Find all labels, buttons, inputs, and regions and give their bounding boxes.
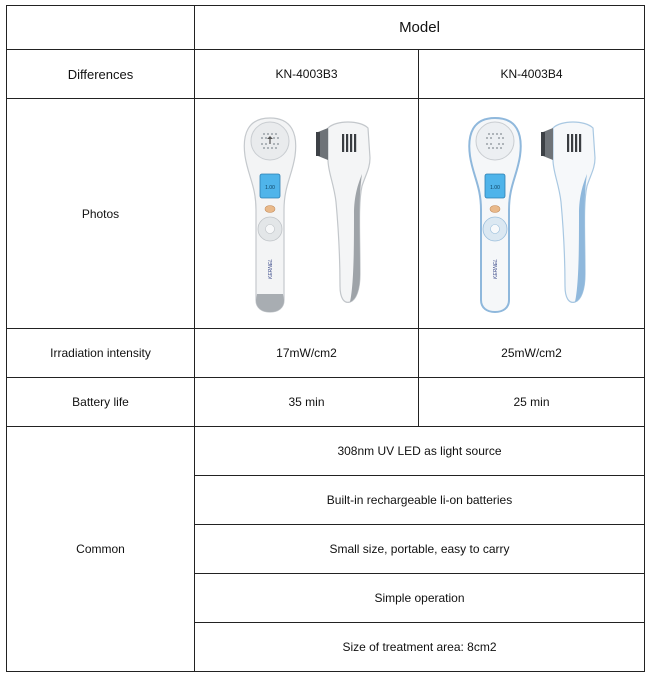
comparison-table <box>6 5 645 672</box>
model-b-name: KN-4003B4 <box>419 50 645 99</box>
irradiation-label: Irradiation intensity <box>7 329 195 378</box>
common-label: Common <box>7 427 195 672</box>
corner-cell <box>7 6 195 50</box>
model-header: Model <box>195 6 645 50</box>
photo-cell-b3 <box>195 99 419 329</box>
model-a-name: KN-4003B3 <box>195 50 419 99</box>
svg-text:KERNEL: KERNEL <box>492 258 499 279</box>
common-item: Built-in rechargeable li-on batteries <box>195 476 645 525</box>
irradiation-value-b4: 25mW/cm2 <box>419 329 645 378</box>
irradiation-value-b3: 17mW/cm2 <box>195 329 419 378</box>
device-front-image-b3 <box>240 114 300 314</box>
battery-label: Battery life <box>7 378 195 427</box>
svg-text:1.00: 1.00 <box>489 184 500 191</box>
battery-value-b3: 35 min <box>195 378 419 427</box>
device-front-image-b4 <box>465 114 525 314</box>
svg-text:1.00: 1.00 <box>264 184 275 191</box>
common-item: Size of treatment area: 8cm2 <box>195 623 645 672</box>
common-item: Simple operation <box>195 574 645 623</box>
common-item: Small size, portable, easy to carry <box>195 525 645 574</box>
photos-label: Photos <box>7 99 195 329</box>
photo-cell-b4 <box>419 99 645 329</box>
differences-label: Differences <box>7 50 195 99</box>
device-side-image-b4 <box>539 114 599 314</box>
svg-text:KERNEL: KERNEL <box>267 258 274 279</box>
common-item: 308nm UV LED as light source <box>195 427 645 476</box>
battery-value-b4: 25 min <box>419 378 645 427</box>
device-side-image-b3 <box>314 114 374 314</box>
